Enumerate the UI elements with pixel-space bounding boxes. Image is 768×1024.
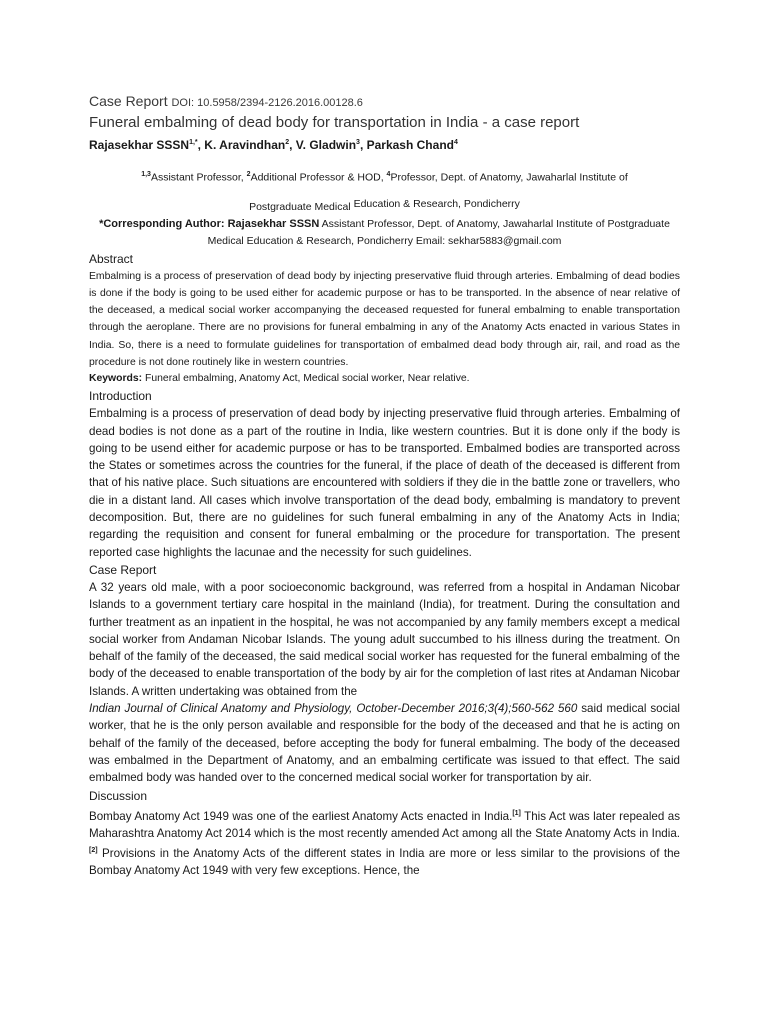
- affiliation-marker: 4: [386, 171, 391, 178]
- author-name: K. Aravindhan: [204, 138, 286, 152]
- case-report-heading: Case Report: [89, 562, 157, 577]
- affiliation-text: Additional Professor & HOD,: [250, 171, 387, 184]
- introduction-text: Embalming is a process of preservation of dead body by injecting preservative fluid through arteries. Embalming of dead bodies is not done as a part of the routine in India, like western countries. But it is done only if the body is going to be usend either for academic purpose or has to be transported. Embalmed bodies are transported across the States or sometimes across the countries for the funeral, if the place of death of the deceased is different from that of his native place. Such situations are encountered with soldiers if they die in the battle zone or travellers, who die in a distant land. All cases which involve transportation of the dead body, embalming is mandatory to prevent decomposition. But, there are no guidelines for such funeral embalming in any of the Anatomy Acts in India; regarding the requisition and consent for funeral embalming or the procedure for transportation. The present reported case highlights the lacunae and the necessity for such guidelines.: [89, 407, 680, 559]
- author-affiliation-marker: 2: [285, 139, 290, 146]
- discussion-paragraph: Bombay Anatomy Act 1949 was one of the earliest Anatomy Acts enacted in India.: [89, 809, 513, 823]
- affiliation-text: Assistant Professor,: [150, 171, 247, 184]
- author-name: V. Gladwin: [295, 138, 357, 152]
- abstract-text: Embalming is a process of preservation of dead body by injecting preservative fluid through arteries. Embalming of dead bodies is done if the body is going to be used either for academic purpose or has to be transported. In the absence of near relative of the deceased, a medical social worker accompanying the deceased requested for funeral embalming to enable transportation through the aeroplane. There are no provisions for funeral embalming in any of the Anatomy Acts enacted in various States in India. So, there is a need to formulate guidelines for transportation of embalmed dead body through air, rail, and road as the procedure is not done routinely like in western countries.: [89, 270, 680, 368]
- author-affiliation-marker: 3: [356, 139, 360, 146]
- article-header: [89, 92, 680, 112]
- article-type: Case Report: [89, 93, 168, 109]
- affiliation-text: Postgraduate Medical: [249, 200, 354, 213]
- affiliation-line-2: [89, 196, 680, 212]
- citation-marker[interactable]: [2]: [89, 846, 98, 854]
- author-affiliation-marker: 4: [453, 139, 458, 146]
- affiliation-marker: 2: [246, 171, 251, 178]
- corresponding-author-label: *Corresponding Author: Rajasekhar SSSN: [99, 217, 320, 230]
- affiliation-marker: 1,3: [141, 171, 151, 178]
- discussion-heading: Discussion: [89, 788, 148, 803]
- case-report-text: [89, 579, 680, 787]
- corresponding-author-details: Assistant Professor, Dept. of Anatomy, Jawaharlal Institute of Postgraduate Medical Education & Research, Pondicherry Email: sekhar5883@gmail.com: [207, 217, 670, 247]
- case-report-paragraph: A 32 years old male, with a poor socioeconomic background, was referred from a hospital in Andaman Nicobar Islands to a government tertiary care hospital in the mainland (India), for treatment. During the consultation and further treatment as an inpatient in the hospital, he was not accompanied by any family members except a medical social worker from Andaman Nicobar Islands. The young adult succumbed to his illness during the treatment. On behalf of the family of the deceased, the said medical social worker has requested for the funeral embalming of the body of the deceased to enable transportation of the body by air for the completion of last rites at Andaman Nicobar Islands. A written undertaking was obtained from the: [89, 580, 680, 698]
- author-name: Rajasekhar SSSN: [89, 138, 190, 152]
- author-separator: ,: [289, 138, 296, 152]
- discussion-paragraph: This Act was later repealed as Maharashtra Anatomy Act 2014 which is the most recently amended Act among all the State Anatomy Acts in India.: [89, 809, 680, 840]
- paper-title: Funeral embalming of dead body for transportation in India - a case report: [89, 114, 580, 131]
- keywords: [89, 371, 680, 387]
- introduction-heading: Introduction: [89, 389, 152, 404]
- affiliations: [89, 167, 680, 212]
- affiliation-text: Education & Research, Pondicherry: [353, 197, 520, 210]
- discussion-paragraph: Provisions in the Anatomy Acts of the different states in India are more or less similar to the provisions of the Bombay Anatomy Act 1949 with very few exceptions. Hence, the: [89, 846, 680, 878]
- affiliation-text: Professor, Dept. of Anatomy, Jawaharlal Institute of: [390, 171, 628, 184]
- doi[interactable]: DOI: 10.5958/2394-2126.2016.00128.6: [171, 97, 363, 109]
- journal-footer-reference: Indian Journal of Clinical Anatomy and Physiology, October-December 2016;3(4);560-562 560: [89, 702, 578, 716]
- author-affiliation-marker: 1,*: [189, 139, 198, 146]
- citation-marker[interactable]: [1]: [512, 809, 521, 817]
- discussion-text: [89, 805, 680, 880]
- keywords-list: Funeral embalming, Anatomy Act, Medical social worker, Near relative.: [142, 373, 470, 385]
- author-name: Parkash Chand: [366, 138, 454, 152]
- author-separator: ,: [359, 138, 367, 152]
- author-list: [89, 134, 680, 154]
- case-report-paragraph-continued: said medical social worker, that he is the only person available and responsible for the body of the deceased and that he is acting on behalf of the family of the deceased, before accepting the body for funeral embalming. The body of the deceased was embalmed in the Department of Anatomy, and an embalming certificate was issued to that effect. The said embalmed body was handed over to the concerned medical social worker for transportation by air.: [89, 702, 680, 785]
- corresponding-author: [89, 216, 680, 250]
- author-separator: ,: [197, 138, 205, 152]
- keywords-label: Keywords:: [89, 373, 143, 385]
- abstract-heading: Abstract: [89, 251, 134, 266]
